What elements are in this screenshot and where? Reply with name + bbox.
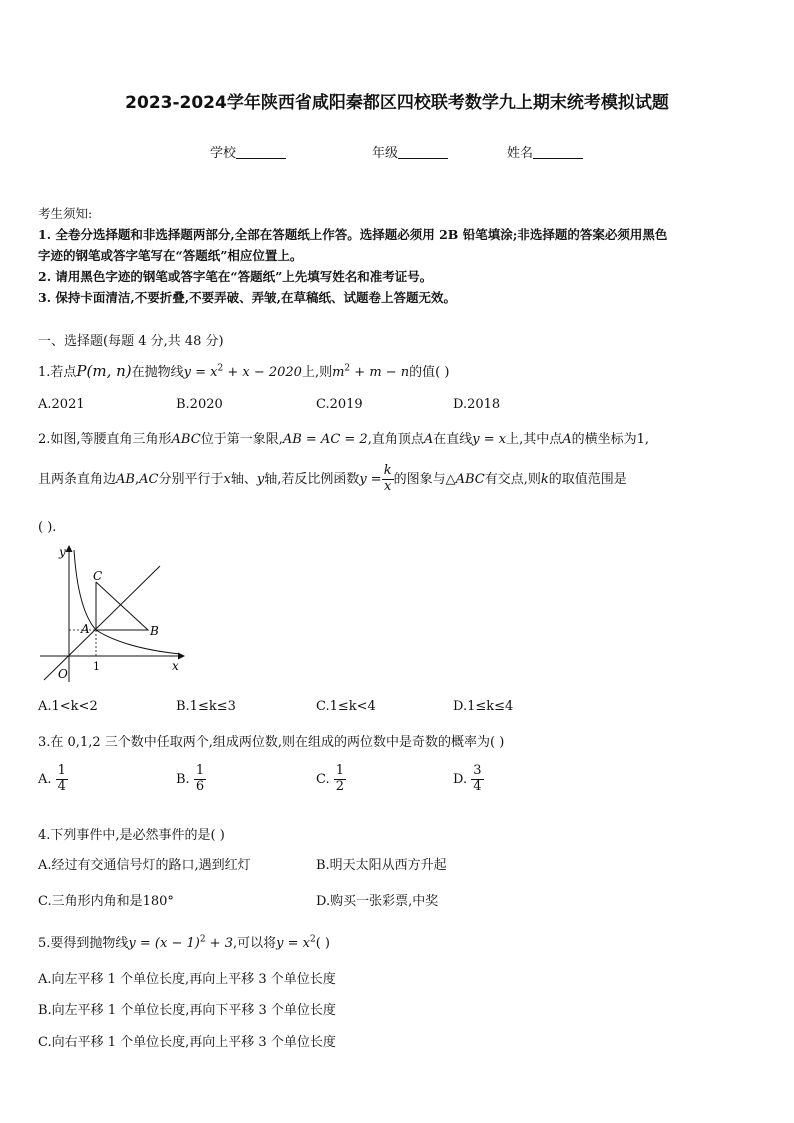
school-field bbox=[210, 142, 286, 161]
option-letter: A. bbox=[38, 771, 52, 787]
school-blank[interactable] bbox=[236, 145, 286, 159]
q2-text: 的横坐标为1, bbox=[571, 432, 650, 447]
q1-expr-a: m bbox=[332, 365, 345, 380]
q2-func-den: x bbox=[383, 478, 392, 494]
option-letter: C. bbox=[316, 771, 330, 787]
q1-prefix: 1.若点 bbox=[38, 365, 77, 380]
option-fraction bbox=[194, 764, 206, 795]
q2-graph bbox=[34, 540, 194, 685]
option-letter: D. bbox=[453, 771, 468, 787]
question-5: 5.要得到抛物线$y = (x - 1)^2 + 3$,可以将$y = x^2$( ) bbox=[38, 934, 330, 951]
q5-mid: ,可以将 bbox=[232, 936, 277, 951]
q2-text: 的取值范围是 bbox=[548, 471, 627, 487]
fraction-den: 4 bbox=[57, 778, 66, 794]
q4-option-b[interactable]: B.明天太阳从西方升起 bbox=[316, 858, 447, 873]
q2-func-lhs: y = bbox=[359, 471, 382, 487]
fraction-num: 1 bbox=[195, 763, 205, 778]
q2-y: y bbox=[256, 471, 265, 487]
label-b: B bbox=[150, 624, 159, 638]
q1-mid: 在抛物线 bbox=[131, 365, 184, 380]
q2-text: ,直角顶点 bbox=[367, 432, 424, 447]
q2-option-a[interactable]: A.1<k<2 bbox=[38, 699, 98, 714]
notice-item-3: 3. 保持卡面清洁,不要折叠,不要弄破、弄皱,在草稿纸、试题卷上答题无效。 bbox=[38, 290, 456, 305]
grade-field bbox=[372, 142, 448, 161]
option-fraction bbox=[56, 764, 68, 795]
q2-ac: AC bbox=[139, 471, 159, 487]
label-origin: O bbox=[58, 667, 68, 681]
q3-option-d[interactable] bbox=[453, 764, 484, 795]
notice-item-1-line-1: 1. 全卷分选择题和非选择题两部分,全部在答题纸上作答。选择题必须用 2B 铅笔填涂;非选择题的答案必须用黑色 bbox=[38, 227, 668, 242]
q2-text: 且两条直角边 bbox=[38, 471, 117, 487]
question-2-line-1 bbox=[38, 428, 649, 447]
q3-option-c[interactable] bbox=[316, 764, 346, 795]
fraction-den: 2 bbox=[335, 778, 345, 794]
label-one: 1 bbox=[93, 660, 100, 673]
label-c: C bbox=[93, 569, 103, 583]
q2-text: 2.如图,等腰直角三角形 bbox=[38, 432, 172, 447]
question-4: 4.下列事件中,是必然事件的是( ) bbox=[38, 828, 225, 843]
label-x: x bbox=[172, 659, 179, 673]
fraction-den: 6 bbox=[195, 778, 205, 794]
question-3: 3.在 0,1,2 三个数中任取两个,组成两位数,则在组成的两位数中是奇数的概率为( ) bbox=[38, 735, 505, 750]
q5-eq1-rest: + 3 bbox=[205, 936, 233, 951]
option-fraction bbox=[471, 764, 483, 795]
q2-text: 上,其中点 bbox=[506, 432, 563, 447]
q2-text: 的图象与 bbox=[393, 471, 446, 487]
question-2-line-3: ( ). bbox=[38, 520, 57, 535]
q2-x: x bbox=[223, 471, 231, 487]
q2-point-a: A bbox=[423, 432, 434, 447]
q1-parabola-rest: + x − 2020 bbox=[223, 365, 302, 380]
grade-label: 年级 bbox=[372, 146, 399, 161]
q1-option-b[interactable]: B.2020 bbox=[176, 397, 223, 412]
q2-text: , bbox=[134, 471, 140, 487]
q1-mid2: 上,则 bbox=[301, 365, 333, 380]
q1-option-d[interactable]: D.2018 bbox=[453, 397, 501, 412]
q3-option-b[interactable] bbox=[176, 764, 206, 795]
triangle-abc bbox=[96, 582, 148, 630]
section-heading: 一、选择题(每题 4 分,共 48 分) bbox=[38, 334, 224, 349]
fraction-num: 1 bbox=[57, 763, 66, 778]
q2-text: 轴、 bbox=[230, 471, 257, 487]
q2-option-d[interactable]: D.1≤k≤4 bbox=[453, 699, 514, 714]
notice-heading: 考生须知: bbox=[38, 206, 93, 221]
q5-prefix: 5.要得到抛物线 bbox=[38, 936, 129, 951]
q5-eq2: y = x bbox=[276, 936, 310, 951]
page-title: 2023-2024学年陕西省咸阳秦都区四校联考数学九上期末统考模拟试题 bbox=[125, 93, 669, 113]
name-label: 姓名 bbox=[507, 146, 534, 161]
q2-ab-ac: AB = AC = 2 bbox=[282, 432, 368, 447]
q2-line-yx: y = x bbox=[472, 432, 507, 447]
q4-option-c[interactable]: C.三角形内角和是180° bbox=[38, 894, 174, 909]
grade-blank[interactable] bbox=[398, 145, 448, 159]
q2-ab: AB bbox=[116, 471, 135, 487]
notice-item-2: 2. 请用黑色字迹的钢笔或答字笔在“答题纸”上先填写姓名和准考证号。 bbox=[38, 269, 433, 284]
q2-option-c[interactable]: C.1≤k<4 bbox=[316, 699, 376, 714]
q2-option-b[interactable]: B.1≤k≤3 bbox=[176, 699, 236, 714]
school-label: 学校 bbox=[210, 146, 237, 161]
q2-abc: ABC bbox=[171, 432, 201, 447]
q2-text: 位于第一象限, bbox=[200, 432, 283, 447]
q5-option-a[interactable]: A.向左平移 1 个单位长度,再向上平移 3 个单位长度 bbox=[38, 972, 336, 987]
q1-option-a[interactable]: A.2021 bbox=[38, 397, 85, 412]
q2-k: k bbox=[540, 471, 549, 487]
fraction-num: 3 bbox=[473, 763, 482, 778]
hyperbola-curve bbox=[74, 550, 180, 654]
fraction-num: 1 bbox=[335, 763, 345, 778]
q1-option-c[interactable]: C.2019 bbox=[316, 397, 363, 412]
line-y-equals-x bbox=[44, 566, 160, 680]
option-letter: B. bbox=[176, 771, 190, 787]
q1-expr-b: + m − n bbox=[350, 365, 410, 380]
q1-point: P(m, n) bbox=[76, 362, 132, 380]
q5-option-b[interactable]: B.向左平移 1 个单位长度,再向下平移 3 个单位长度 bbox=[38, 1003, 336, 1018]
q2-text: 分别平行于 bbox=[158, 471, 224, 487]
q2-text: 轴,若反比例函数 bbox=[264, 471, 360, 487]
option-fraction bbox=[334, 764, 346, 795]
q2-func-fraction bbox=[382, 464, 394, 495]
question-1: 1.若点P(m, n)在抛物线$y = x^2 + x - 2020$上,则$m^2 + m - n$的值( ) bbox=[38, 362, 450, 380]
q3-option-a[interactable] bbox=[38, 764, 68, 795]
label-y: y bbox=[59, 545, 66, 559]
q5-suffix: ( ) bbox=[315, 936, 330, 951]
name-blank[interactable] bbox=[533, 145, 583, 159]
q2-point-a: A bbox=[562, 432, 572, 447]
name-field bbox=[507, 142, 583, 161]
q2-text: 有交点,则 bbox=[484, 471, 541, 487]
q1-parabola-lhs: y = x bbox=[183, 365, 218, 380]
q2-triangle: △ABC bbox=[445, 471, 485, 487]
q2-text: 在直线 bbox=[433, 432, 473, 447]
q5-option-c[interactable]: C.向右平移 1 个单位长度,再向上平移 3 个单位长度 bbox=[38, 1035, 336, 1050]
q4-option-d[interactable]: D.购买一张彩票,中奖 bbox=[316, 894, 439, 909]
question-2-line-2 bbox=[38, 464, 627, 495]
label-a: A bbox=[81, 622, 90, 636]
q1-suffix: 的值( ) bbox=[409, 365, 450, 380]
q5-eq1: y = (x − 1) bbox=[128, 936, 200, 951]
fraction-den: 4 bbox=[473, 778, 482, 794]
q2-func-num: k bbox=[383, 463, 392, 478]
q4-option-a[interactable]: A.经过有交通信号灯的路口,遇到红灯 bbox=[38, 858, 251, 873]
notice-item-1-line-2: 字迹的钢笔或答字笔写在“答题纸”相应位置上。 bbox=[38, 248, 303, 263]
